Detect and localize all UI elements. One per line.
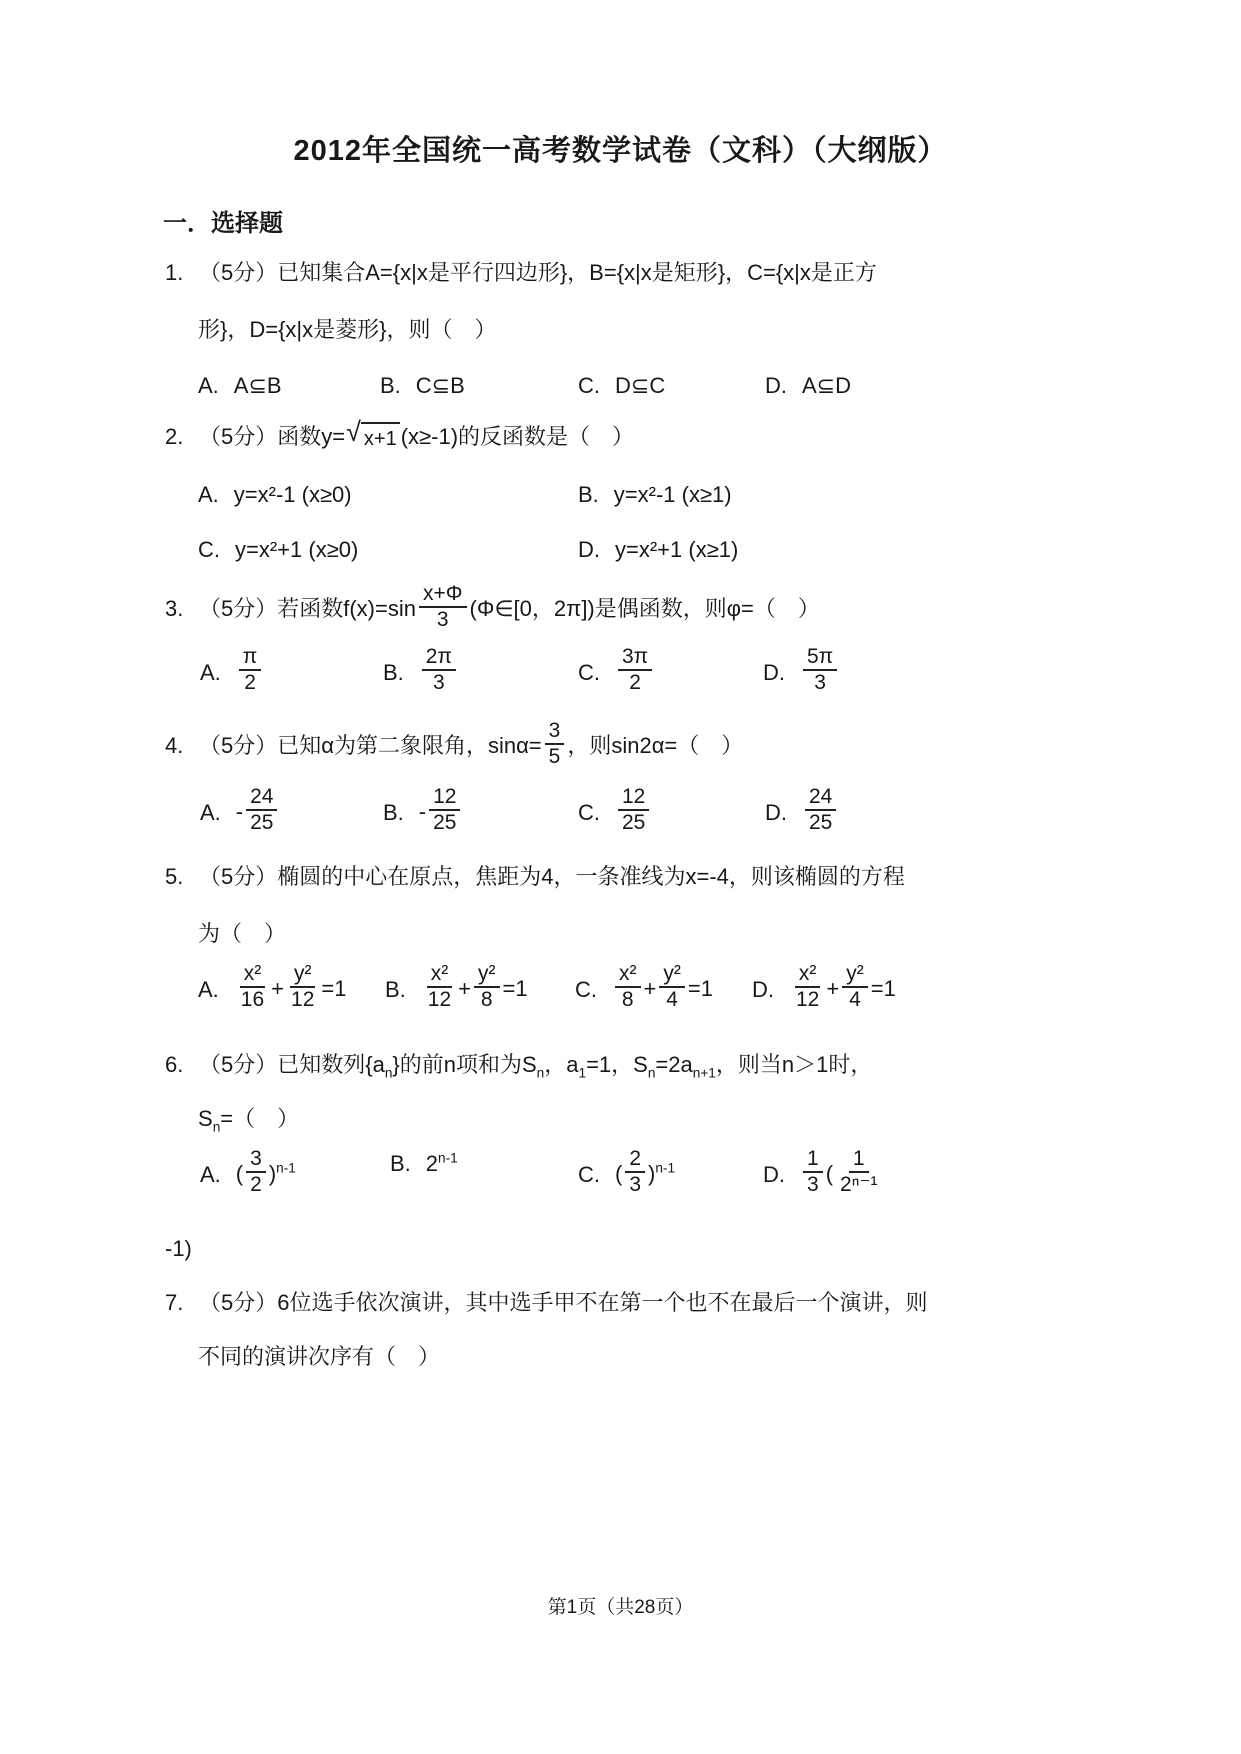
option-content: $\frac{\pi}{2}$ [236,648,265,698]
option-label: C. [578,1161,600,1187]
option-label: A. [198,373,219,398]
question-3-number: 3. [165,595,184,621]
option-content: y=x²+1 (x≥1) [615,537,739,562]
option-label: D. [765,799,787,825]
question-5-option-b [385,962,528,1015]
option-label: B. [380,373,401,398]
question-2-option-d [578,536,738,565]
question-5-option-d [752,962,896,1015]
question-2-line-1 [165,417,635,454]
page-footer: 第1页（共28页） [547,1597,694,1618]
question-2-option-b [578,481,732,510]
option-label: D. [578,537,600,562]
option-content: $\frac{\text{x²}}{12}$ + $\frac{\text{y²}}{4}$ =1 [796,962,896,1012]
question-3-option-d [763,645,840,698]
option-label: B. [385,976,406,1002]
question-6-number: 6. [165,1052,184,1077]
question-5-line-2: 为（ ） [198,921,287,946]
option-content: $\frac{\text{x²}}{16}$ + $\frac{\text{y²}}{12}$ =1 [240,962,347,1012]
question-7-number: 7. [165,1290,184,1315]
question-4-line-1 [165,719,744,772]
question-2-stem: （5分）函数y= √ x+1 (x≥-1)的反函数是（ ） [199,424,634,449]
option-label: D. [752,976,774,1002]
question-6-option-d-continuation: -1) [165,1236,192,1261]
option-content: $\frac{\text{x²}}{12}$ + $\frac{\text{y²}}{8}$ =1 [427,962,528,1012]
question-3-option-b [383,645,459,698]
question-6-option-a [200,1147,296,1200]
question-6-option-d [763,1147,884,1200]
question-4-option-c [578,785,652,838]
question-2-option-a [198,481,352,510]
option-content: y=x²-1 (x≥1) [613,482,732,507]
option-content: y=x²+1 (x≥0) [235,537,359,562]
option-label: B. [390,1151,411,1176]
question-3-line-1 [165,582,820,635]
option-label: D. [763,1161,785,1187]
question-1-line-1 [165,256,877,289]
option-label: C. [575,976,597,1002]
option-content: 2$^{n-1}$ [425,1150,458,1176]
option-content: - $\frac{12}{25}$ [419,788,464,838]
question-4-stem: （5分）已知α为第二象限角，sinα= $\frac{3}{5}$ ，则sin2α=（ ） [199,719,744,769]
question-6-option-c [578,1147,676,1200]
question-4-option-b [383,785,463,838]
question-5-stem: （5分）椭圆的中心在原点，焦距为4，一条准线为x=-4，则该椭圆的方程 [199,864,905,889]
option-label: C. [578,659,600,685]
option-content: C⊆B [415,373,465,398]
question-3-option-a [200,645,264,698]
option-label: D. [763,659,785,685]
question-5-number: 5. [165,864,184,889]
question-7-stem: （5分）6位选手依次演讲，其中选手甲不在第一个也不在最后一个演讲，则 [199,1290,928,1315]
option-content: D⊆C [615,373,666,398]
option-content: $\frac{24}{25}$ [802,788,839,838]
exam-title: 2012年全国统一高考数学试卷（文科）（大纲版） [293,135,948,167]
option-content: - $\frac{24}{25}$ [236,788,281,838]
question-6-option-b [390,1150,458,1179]
question-3-stem: （5分）若函数f(x)=sin $\frac{x+\Phi}{3}$ (Φ∈[0，2π])是偶函数，则φ=（ ） [199,582,820,632]
option-content: A⊆D [802,373,851,398]
question-4-number: 4. [165,732,184,758]
question-1-number: 1. [165,260,184,285]
option-label: B. [383,799,404,825]
section-heading: 一．选择题 [163,210,283,237]
option-label: C. [578,373,600,398]
question-5-line-1 [165,860,905,893]
option-content: ( $\frac{2}{3}$ )$^{n-1}$ [615,1147,676,1197]
option-content: $\frac{1}{3}$ ( $\frac{1}{\text{2ⁿ⁻¹}}$ [800,1150,884,1200]
question-5-option-c [575,962,713,1015]
option-content: $\frac{2\pi}{3}$ [419,648,459,698]
option-label: D. [765,373,787,398]
option-label: A. [200,1161,221,1187]
question-6-line-1 [165,1048,872,1081]
option-content: $\frac{3\pi}{2}$ [615,648,655,698]
question-6-line-2: $S_n=$（ ） [198,1106,300,1135]
option-content: A⊆B [233,373,282,398]
option-label: C. [578,799,600,825]
question-1-option-a [198,372,282,401]
question-1-option-d [765,372,851,401]
question-1-option-b [380,372,465,401]
option-label: A. [200,799,221,825]
question-7-line-1 [165,1286,927,1319]
option-label: A. [198,482,219,507]
option-content: $\frac{5\pi}{3}$ [800,648,840,698]
option-label: A. [200,659,221,685]
option-content: $\frac{\text{x²}}{8}$ + $\frac{\text{y²}}{4}$ =1 [612,965,713,1015]
option-label: A. [198,976,219,1002]
option-content: ( $\frac{3}{2}$ )$^{n-1}$ [235,1147,296,1197]
question-1-stem: （5分）已知集合A={x|x是平行四边形}，B={x|x是矩形}，C={x|x是正方 [199,260,877,285]
question-2-number: 2. [165,424,184,449]
question-7-line-2: 不同的演讲次序有（ ） [198,1344,441,1369]
question-2-option-c [198,536,358,565]
question-1-option-c [578,372,665,401]
question-1-line-2: 形}，D={x|x是菱形}，则（ ） [198,317,497,342]
option-label: B. [383,659,404,685]
option-label: B. [578,482,599,507]
option-label: C. [198,537,220,562]
question-4-option-a [200,785,280,838]
question-4-option-d [765,785,839,838]
option-content: y=x²-1 (x≥0) [233,482,352,507]
question-5-option-a [198,962,347,1015]
question-6-stem: （5分）已知数列$\{a_n\}$的前n项和为$S_n$，$a_1=1$，$S_n=2a_{n+1}$，则当n＞1时， [199,1052,873,1081]
question-3-option-c [578,645,655,698]
option-content: $\frac{12}{25}$ [615,788,652,838]
